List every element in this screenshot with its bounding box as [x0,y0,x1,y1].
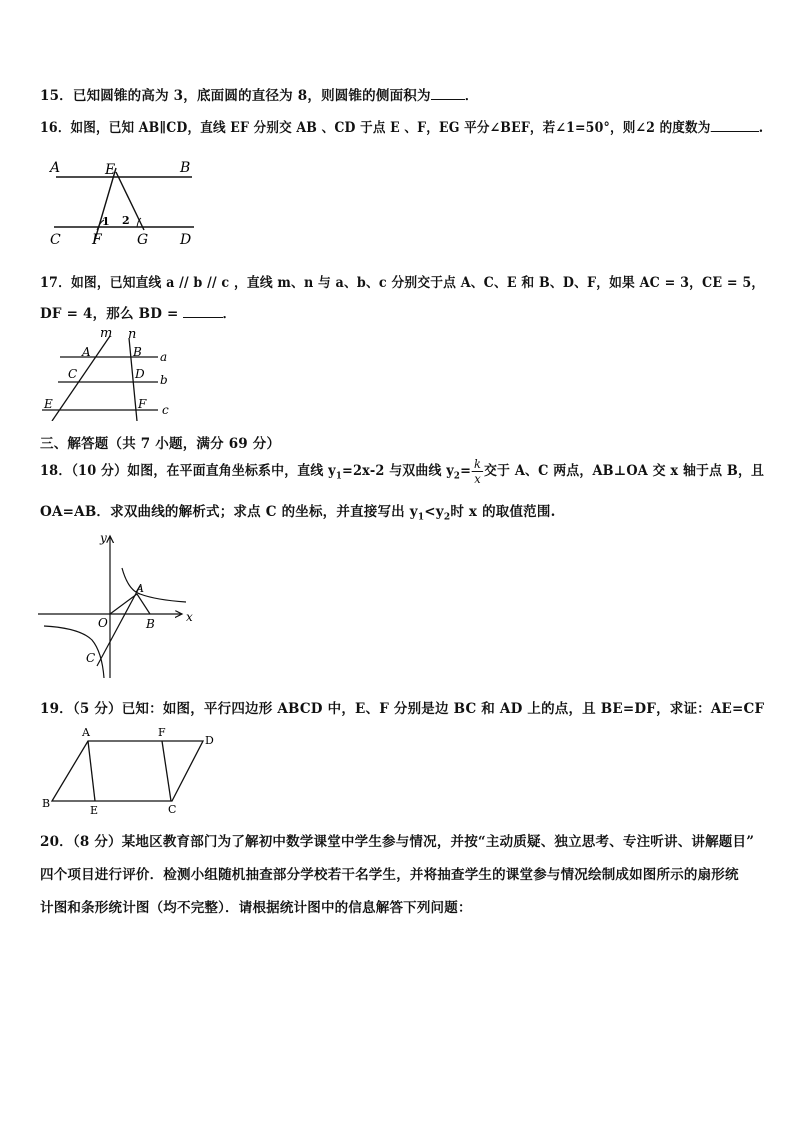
answer-blank-15[interactable] [431,98,465,100]
label-c-point: C [68,367,78,381]
section-heading [40,432,280,452]
label-line-a: a [160,350,168,364]
label-e: E [105,162,116,178]
q18-sub1: 1 [335,471,343,482]
question-20-line-1 [40,830,754,850]
label-1: 1 [102,215,110,228]
q18-part1: 18．（10 分）如图，在平面直角坐标系中，直线 y [40,463,336,479]
q18-line2b: <y [424,504,444,520]
label-line-b: b [160,373,168,387]
q18-line2-sub1: 1 [417,512,425,523]
label-a-point: A [136,582,144,595]
section-heading-text: 三、解答题（共 7 小题，满分 69 分） [40,436,281,452]
label-e-point: E [44,397,53,411]
question-18-line-1 [40,456,764,492]
question-20-text-3: 计图和条形统计图（均不完整）．请根据统计图中的信息解答下列问题： [40,900,472,916]
label-g: G [137,232,149,248]
label-o: O [98,616,108,630]
label-b: B [42,797,51,810]
label-d: D [205,734,214,747]
label-n: n [128,327,137,342]
figure-18 [36,528,206,680]
ray-eg [116,172,144,230]
label-line-c: c [162,403,169,417]
segment-oa [110,594,137,614]
label-a-point: A [82,345,91,359]
fraction-k-over-x [472,457,483,486]
question-17-text: 17．如图，已知直线 a // b // c ，直线 m、n 与 a、b、c 分别交于点 A、C、E 和 B、D、F，如果 AC = 3，CE = 5， [40,275,765,291]
segment-ae [88,741,95,801]
hyperbola-right-branch [122,568,186,602]
label-c-point: C [86,651,96,665]
q18-part3: = [460,463,472,479]
question-20-text-1: 20．（8 分）某地区教育部门为了解初中数学课堂中学生参与情况，并按“主动质疑、独立思考、专注听讲、讲解题目” [40,834,755,850]
question-16-end: . [758,120,764,136]
fraction-numerator: k [473,457,482,471]
question-17-line-2 [40,302,236,322]
q18-part4: 交于 A、C 两点，AB⊥OA 交 x 轴于点 B，且 [483,463,765,479]
fraction-denominator: x [474,472,481,486]
line-m [52,336,110,421]
question-15-end: ． [464,88,479,104]
q18-line2a: OA=AB．求双曲线的解析式；求点 C 的坐标，并直接写出 y [40,504,418,520]
label-y: y [100,531,107,545]
q18-sub2: 2 [453,471,461,482]
figure-16 [40,150,210,250]
label-x: x [186,610,193,624]
label-b: B [180,160,191,176]
question-17-line-1 [40,271,764,291]
label-c: C [50,232,61,248]
figure-19 [38,724,228,816]
label-a: A [82,726,90,739]
question-18-line-2 [40,500,555,523]
answer-blank-16[interactable] [710,130,758,132]
parallelogram-abcd [52,741,203,801]
label-b-point: B [133,345,142,359]
label-f: F [92,232,102,248]
label-f-point: F [138,397,147,411]
q18-line2-sub2: 2 [443,512,451,523]
question-15-text: 15．已知圆锥的高为 3，底面圆的直径为 8，则圆锥的侧面积为 [40,88,431,104]
question-20-line-3 [40,896,472,916]
label-2: 2 [122,214,130,227]
label-c: C [168,803,177,816]
label-d: D [180,232,192,248]
label-e: E [90,804,99,816]
question-16 [40,116,763,136]
label-m: m [100,326,113,341]
q18-part2: =2x-2 与双曲线 y [342,463,454,479]
question-20-line-2 [40,863,739,883]
label-d-point: D [135,367,145,381]
figure-17 [40,326,180,421]
segment-cf [162,741,171,801]
question-17-end: ． [222,306,237,322]
question-17-text-2: DF = 4，那么 BD = [40,306,179,322]
question-15 [40,84,478,104]
label-b-point: B [146,617,155,631]
question-19 [40,697,764,717]
q18-line2c: 时 x 的取值范围. [450,504,556,520]
question-19-text: 19．（5 分）已知：如图，平行四边形 ABCD 中，E、F 分别是边 BC 和 AD 上的点，且 BE=DF，求证：AE=CF [40,701,765,717]
question-20-text-2: 四个项目进行评价．检测小组随机抽查部分学校若干名学生，并将抽查学生的课堂参与情况绘制成如图所示的扇形统 [40,867,739,883]
label-a: A [50,160,61,176]
question-16-text: 16．如图，已知 AB∥CD，直线 EF 分别交 AB 、CD 于点 E 、F，EG 平分∠BEF，若∠1=50°，则∠2 的度数为 [40,120,711,136]
label-f: F [158,726,166,739]
answer-blank-17[interactable] [183,316,223,318]
